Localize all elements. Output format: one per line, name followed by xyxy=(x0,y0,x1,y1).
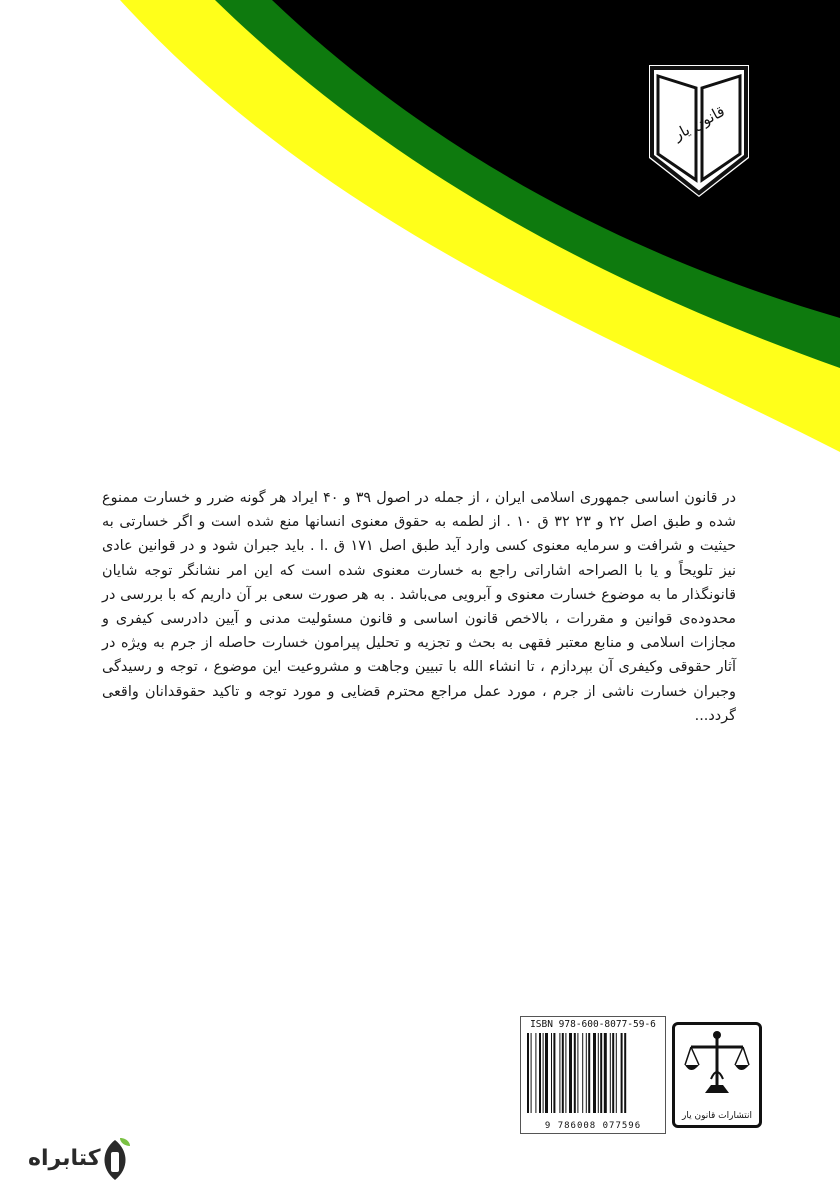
scales-of-justice-icon xyxy=(675,1025,759,1105)
publisher-name: انتشارات قانون یار xyxy=(682,1111,752,1121)
watermark-text: کتابراه xyxy=(28,1146,101,1171)
barcode-icon xyxy=(527,1033,659,1113)
isbn-label: ISBN 978-600-8077-59-6 xyxy=(530,1019,656,1030)
ketabrah-watermark xyxy=(28,1136,138,1186)
isbn-barcode xyxy=(520,1016,666,1134)
isbn-digits: 9 786008 077596 xyxy=(544,1121,642,1131)
publisher-logo xyxy=(672,1022,762,1128)
back-cover-blurb: در قانون اساسی جمهوری اسلامی ایران ، از جمله در اصول ۳۹ و ۴۰ ایراد هر گونه ضرر و خسارت ممنوع شده و طبق اصل ۲۲ و ۲۳ ۳۲ ق ۱۰ . از لطمه به حقوق معنوی انسانها منع شده است و اگر خسارتی به حیثیت و شرافت و سرمایه معنوی کسی وارد آید طبق اصل ۱۷۱ ق .ا . باید جبران شود و در قوانین عادی نیز تلویحاً و یا با الصراحه اشاراتی راجع به خسارت معنوی شده است که این امر نشانگر توجه شایان قانونگذار ما به موضوع خسارت معنوی و آبرویی می‌باشد . به هر صورت سعی بر آن داریم که با بررسی در محدوده‌ی قوانین و مقررات ، بالاخص قانون اساسی و قانون مسئولیت مدنی و آیین دادرسی کیفری و مجازات اسلامی و منابع معتبر فقهی به بحث و تجزیه و تحلیل پیرامون خسارت حاصله از جرم به ویژه در آثار حقوقی وکیفری آن بپردازم ، تا انشاء الله با تبیین وجاهت و مشروعیت این موضوع ، توجه و رسیدگی وجبران خسارت ناشی از جرم ، مورد عمل مراجع محترم قضایی و مورد توجه و تاکید حقوقدانان واقعی گردد... xyxy=(102,490,736,724)
emblem-calligraphy: قانون یار xyxy=(670,101,728,144)
ketabrah-leaf-icon xyxy=(96,1136,134,1184)
